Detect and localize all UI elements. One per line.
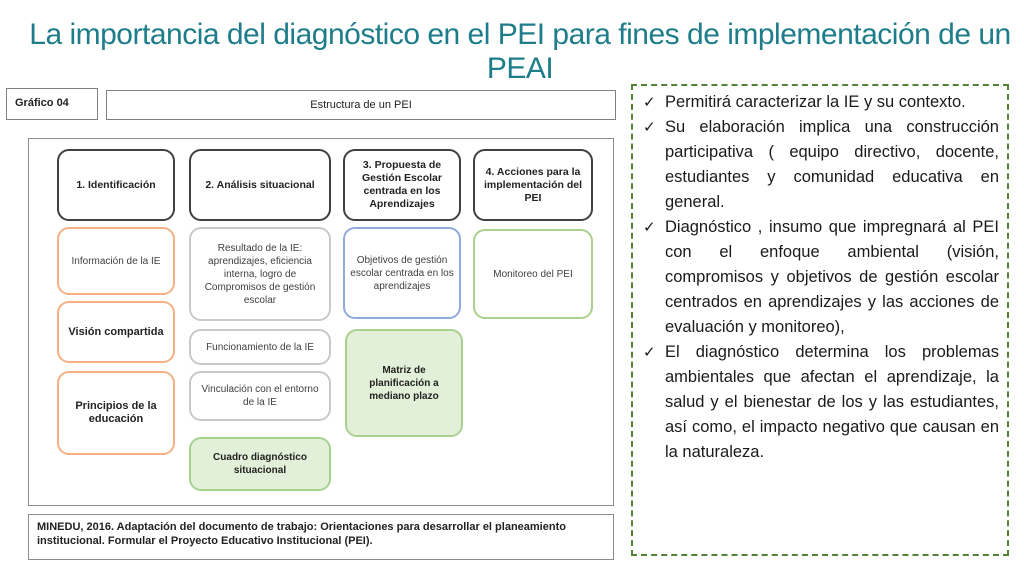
figure-source: MINEDU, 2016. Adaptación del documento de trabajo: Orientaciones para desarrollar el planeamiento institucional. Formular el Proyecto Educativo Institucional (PEI). [28,514,614,560]
bullet-item [641,340,999,465]
node-funcionamiento-ie: Funcionamiento de la IE [189,329,331,365]
node-informacion-ie: Información de la IE [57,227,175,295]
heading-acciones-implementacion: 4. Acciones para la implementación del PEI [473,149,593,221]
bullet-text: Permitirá caracterizar la IE y su contexto. [665,93,966,111]
bullet-item [641,115,999,215]
slide-title: La importancia del diagnóstico en el PEI para fines de implementación de un PEAI [29,18,1011,85]
pei-structure-diagram [28,138,614,506]
heading-analisis-situacional: 2. Análisis situacional [189,149,331,221]
node-vinculacion-entorno: Vinculación con el entorno de la IE [189,371,331,421]
figure-header: Estructura de un PEI [106,90,616,120]
checkmark-icon: ✓ [643,93,656,111]
node-cuadro-diagnostico: Cuadro diagnóstico situacional [189,437,331,491]
heading-propuesta-gestion: 3. Propuesta de Gestión Escolar centrada en los Aprendizajes [343,149,461,221]
bullet-text: El diagnóstico determina los problemas ambientales que afectan el aprendizaje, la salud y el bienestar de los y las estudiantes, así como, el impacto negativo que causan en la naturaleza. [665,343,999,461]
bullet-text: Su elaboración implica una construcción participativa ( equipo directivo, docente, estudiantes y comunidad educativa en general. [665,118,999,211]
figure-label: Gráfico 04 [6,88,98,120]
node-matriz-planificacion: Matriz de planificación a mediano plazo [345,329,463,437]
bullet-item [641,90,999,115]
checkmark-icon: ✓ [643,218,656,236]
checkmark-icon: ✓ [643,118,656,136]
node-objetivos-gestion: Objetivos de gestión escolar centrada en los aprendizajes [343,227,461,319]
heading-identificacion: 1. Identificación [57,149,175,221]
bullet-item [641,215,999,340]
node-vision-compartida: Visión compartida [57,301,175,363]
bullet-list [641,90,999,465]
node-resultado-ie: Resultado de la IE: aprendizajes, eficiencia interna, logro de Compromisos de gestión escolar [189,227,331,321]
checkmark-icon: ✓ [643,343,656,361]
node-principios-educacion: Principios de la educación [57,371,175,455]
bullet-panel [631,84,1009,556]
bullet-text: Diagnóstico , insumo que impregnará al PEI con el enfoque ambiental (visión, compromisos y objetivos de gestión escolar centrados en aprendizajes y las acciones de evaluación y monitoreo), [665,218,999,336]
node-monitoreo-pei: Monitoreo del PEI [473,229,593,319]
